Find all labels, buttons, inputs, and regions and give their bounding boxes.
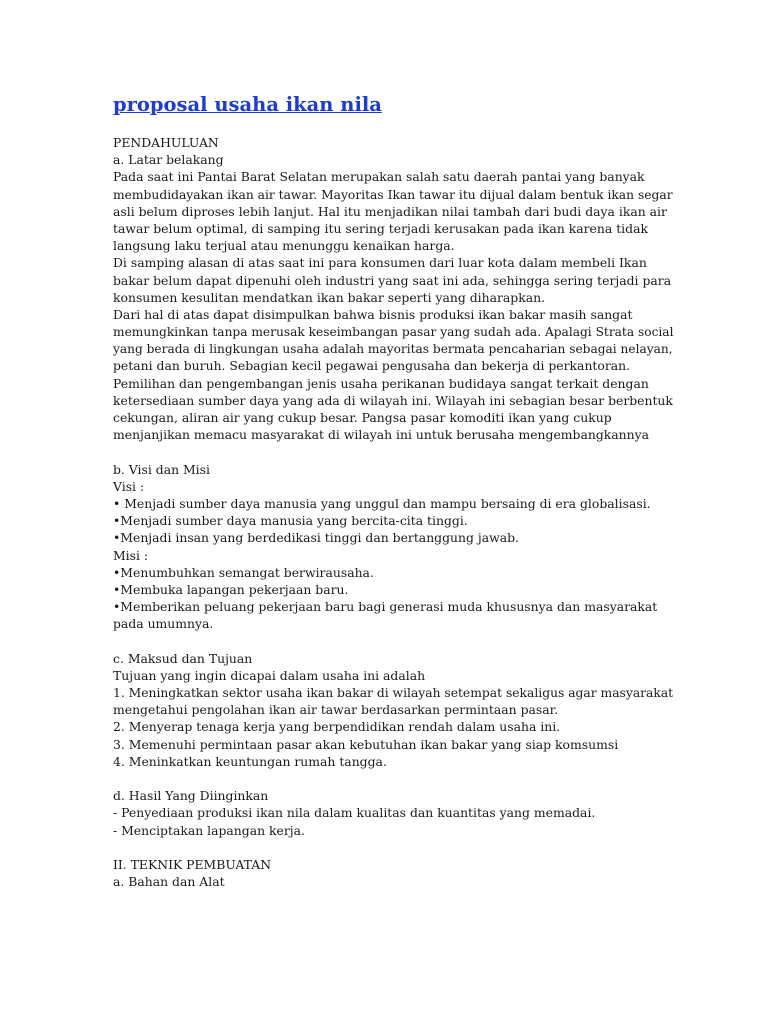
text-line: - Menciptakan lapangan kerja. (113, 822, 305, 838)
text-line: langsung laku terjual atau menunggu kenaikan harga. (113, 238, 455, 254)
text-line: memungkinkan tanpa merusak keseimbangan pasar yang sudah ada. Apalagi Strata social (113, 324, 674, 340)
text-line: •Menjadi sumber daya manusia yang bercita-cita tinggi. (113, 513, 468, 529)
text-line: pada umumnya. (113, 616, 214, 632)
text-line: II. TEKNIK PEMBUATAN (113, 856, 272, 872)
text-line: 2. Menyerap tenaga kerja yang berpendidikan rendah dalam usaha ini. (113, 719, 561, 735)
text-line: PENDAHULUAN (113, 135, 219, 150)
paragraph-gap (113, 839, 673, 856)
text-line: 1. Meningkatkan sektor usaha ikan bakar di wilayah setempat sekaligus agar masyarakat (113, 685, 674, 700)
text-line: •Memberikan peluang pekerjaan baru bagi generasi muda khususnya dan masyarakat (113, 599, 658, 615)
text-line: •Menumbuhkan semangat berwirausaha. (113, 564, 374, 580)
text-line: konsumen kesulitan mendatkan ikan bakar seperti yang diharapkan. (113, 289, 546, 305)
text-line: Dari hal di atas dapat disimpulkan bahwa bisnis produksi ikan bakar masih sangat (113, 306, 633, 322)
text-line: d. Hasil Yang Diinginkan (113, 788, 269, 804)
page-title[interactable]: proposal usaha ikan nila (113, 93, 382, 116)
text-line: Di samping alasan di atas saat ini para konsumen dari luar kota dalam membeli Ikan (113, 255, 647, 271)
text-line: • Menjadi sumber daya manusia yang unggul dan mampu bersaing di era globalisasi. (113, 495, 651, 511)
text-line: - Penyediaan produksi ikan nila dalam kualitas dan kuantitas yang memadai. (113, 805, 596, 821)
document-body (113, 134, 673, 890)
text-line: yang berada di lingkungan usaha adalah mayoritas bermata pencaharian sebagai nelayan, (113, 341, 673, 357)
text-line: Visi : (113, 478, 145, 494)
text-line: a. Latar belakang (113, 152, 224, 168)
text-line: •Membuka lapangan pekerjaan baru. (113, 581, 349, 597)
text-line: b. Visi dan Misi (113, 461, 210, 477)
text-line: Misi : (113, 547, 149, 563)
text-line: mengetahui pengolahan ikan air tawar berdasarkan permintaan pasar. (113, 702, 559, 718)
text-line: membudidayakan ikan air tawar. Mayoritas Ikan tawar itu dijual dalam bentuk ikan segar (113, 186, 673, 202)
text-line: 4. Meninkatkan keuntungan rumah tangga. (113, 753, 387, 769)
paragraph-gap (113, 443, 673, 460)
text-line: 3. Memenuhi permintaan pasar akan kebutuhan ikan bakar yang siap komsumsi (113, 736, 619, 752)
text-line: Tujuan yang ingin dicapai dalam usaha ini adalah (113, 667, 426, 683)
text-line: c. Maksud dan Tujuan (113, 650, 253, 666)
text-line: a. Bahan dan Alat (113, 874, 225, 890)
text-line: tawar belum optimal, di samping itu sering terjadi kerusakan pada ikan karena tidak (113, 220, 648, 236)
text-line: petani dan buruh. Sebagian kecil pegawai pengusaha dan bekerja di perkantoran. (113, 358, 631, 374)
text-line: asli belum diproses lebih lanjut. Hal itu menjadikan nilai tambah dari budi daya ikan air (113, 203, 667, 219)
text-line: ketersediaan sumber daya yang ada di wilayah ini. Wilayah ini sebagian besar berbentuk (113, 392, 673, 408)
text-line: menjanjikan memacu masyarakat di wilayah ini untuk berusaha mengembangkannya (113, 427, 650, 443)
text-line: bakar belum dapat dipenuhi oleh industri yang saat ini ada, sehingga sering terjadi para (113, 272, 672, 288)
paragraph-gap (113, 632, 673, 649)
text-line: Pemilihan dan pengembangan jenis usaha perikanan budidaya sangat terkait dengan (113, 375, 649, 391)
text-line: Pada saat ini Pantai Barat Selatan merupakan salah satu daerah pantai yang banyak (113, 169, 645, 185)
text-line: •Menjadi insan yang berdedikasi tinggi dan bertanggung jawab. (113, 530, 519, 546)
paragraph-gap (113, 770, 673, 787)
text-line: cekungan, aliran air yang cukup besar. Pangsa pasar komoditi ikan yang cukup (113, 410, 612, 425)
